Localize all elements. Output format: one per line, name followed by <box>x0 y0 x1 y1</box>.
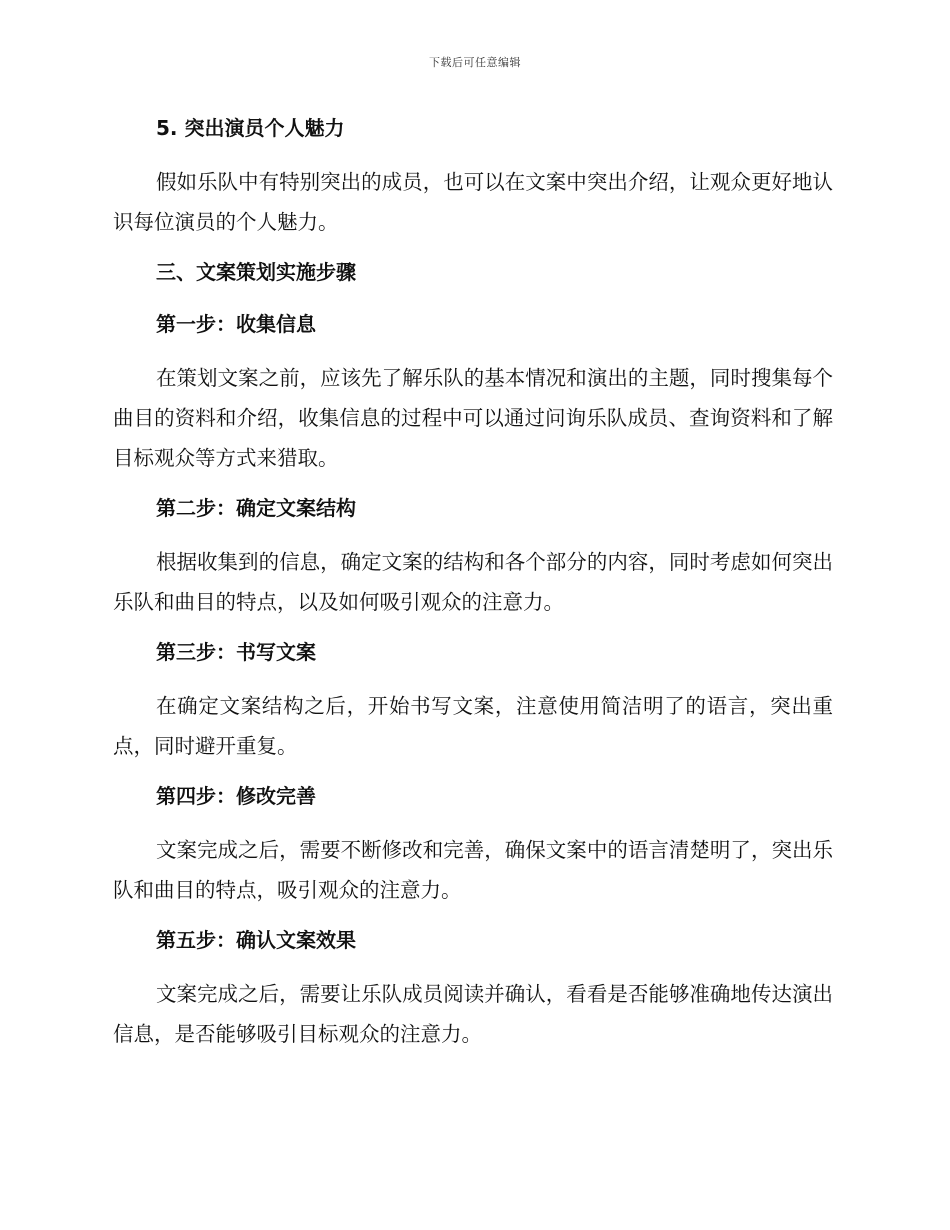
paragraph: 在策划文案之前，应该先了解乐队的基本情况和演出的主题，同时搜集每个曲目的资料和介绍，收集信息的过程中可以通过问询乐队成员、查询资料和了解目标观众等方式来猎取。 <box>113 366 833 470</box>
step-heading: 第四步：修改完善 <box>156 784 316 808</box>
paragraph: 假如乐队中有特别突出的成员，也可以在文案中突出介绍，让观众更好地认识每位演员的个人魅力。 <box>113 170 833 234</box>
document-body <box>113 110 833 1066</box>
step-heading: 第二步：确定文案结构 <box>156 496 356 520</box>
paragraph: 在确定文案结构之后，开始书写文案，注意使用简洁明了的语言，突出重点，同时避开重复。 <box>113 694 833 758</box>
paragraph: 文案完成之后，需要不断修改和完善，确保文案中的语言清楚明了，突出乐队和曲目的特点，吸引观众的注意力。 <box>113 838 833 902</box>
step-heading: 第五步：确认文案效果 <box>156 928 356 952</box>
step-heading: 第三步：书写文案 <box>156 640 316 664</box>
page-header: 下载后可任意编辑 <box>429 56 521 69</box>
paragraph: 文案完成之后，需要让乐队成员阅读并确认，看看是否能够准确地传达演出信息，是否能够吸引目标观众的注意力。 <box>113 982 833 1046</box>
section-heading: 三、文案策划实施步骤 <box>156 260 356 284</box>
paragraph: 根据收集到的信息，确定文案的结构和各个部分的内容，同时考虑如何突出乐队和曲目的特点，以及如何吸引观众的注意力。 <box>113 550 833 614</box>
step-heading: 第一步：收集信息 <box>156 312 316 336</box>
section-heading: 5. 突出演员个人魅力 <box>156 116 345 140</box>
